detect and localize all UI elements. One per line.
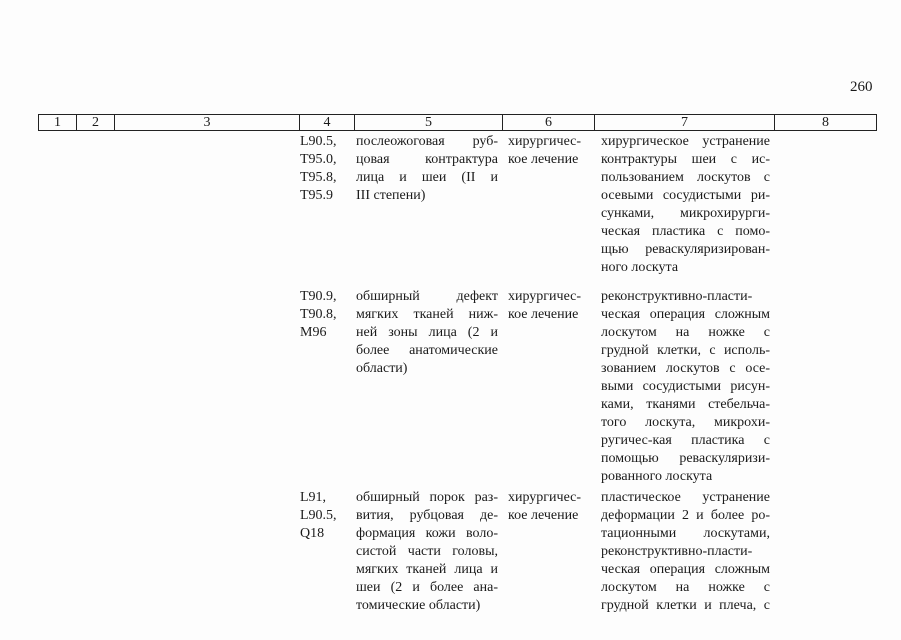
row-2-method-line: ческая операция сложным <box>601 307 770 322</box>
row-2-method-line: ками, тканями стебельча- <box>601 397 770 412</box>
row-1-code: L90.5, <box>300 134 337 149</box>
row-1-method-line: ческая пластика с помо- <box>601 224 770 239</box>
row-2-code: T90.8, <box>300 307 337 322</box>
row-2-method-line: выми сосудистыми рисун- <box>601 379 770 394</box>
row-1-method-line: контрактуры шеи с ис- <box>601 152 770 167</box>
row-3-treatment-line: хирургичес- <box>508 490 582 505</box>
row-1-condition <box>356 133 498 205</box>
row-2-condition-line: более анатомические <box>356 343 498 358</box>
row-3-code: L91, <box>300 490 327 505</box>
row-2-condition-line: области) <box>356 361 408 376</box>
row-2-codes <box>300 288 350 342</box>
row-2-method-line: лоскутом на ножке с <box>601 325 770 340</box>
row-2-method <box>601 288 770 486</box>
row-3-method-line: деформации 2 и более ро- <box>601 508 770 523</box>
row-1-condition-line: III степени) <box>356 188 426 203</box>
column-header-7: 7 <box>595 115 775 131</box>
row-3-condition-line: систой части головы, <box>356 544 498 559</box>
row-2-method-line: рованного лоскута <box>601 469 713 484</box>
column-header-5: 5 <box>355 115 503 131</box>
row-2-treatment-line: кое лечение <box>508 307 579 322</box>
row-1-method-line: сунками, микрохирурги- <box>601 206 770 221</box>
row-2-condition-line: мягких тканей ниж- <box>356 307 498 322</box>
row-1-method-line: осевыми сосудистыми ри- <box>601 188 770 203</box>
row-3-method-line: пластическое устранение <box>601 490 770 505</box>
row-2-treatment <box>508 288 596 324</box>
row-1-treatment <box>508 133 596 169</box>
row-1-method-line: щью реваскуляризирован- <box>601 242 770 257</box>
row-1-codes <box>300 133 350 205</box>
row-3-code: Q18 <box>300 526 325 541</box>
row-3-code: L90.5, <box>300 508 337 523</box>
row-1-method-line: хирургическое устранение <box>601 134 770 149</box>
row-2-method-line: зованием лоскутов с осе- <box>601 361 770 376</box>
row-3-method-line: тационными лоскутами, <box>601 526 770 541</box>
row-3-condition-line: формация кожи воло- <box>356 526 498 541</box>
row-3-condition-line: мягких тканей лица и <box>356 562 498 577</box>
column-header-1: 1 <box>39 115 77 131</box>
row-2-method-line: того лоскута, микрохи- <box>601 415 770 430</box>
row-3-codes <box>300 489 350 543</box>
row-1-condition-line: послеожоговая руб- <box>356 134 498 149</box>
row-1-method <box>601 133 770 277</box>
column-header-4: 4 <box>300 115 355 131</box>
row-2-condition-line: ней зоны лица (2 и <box>356 325 498 340</box>
row-2-condition <box>356 288 498 378</box>
row-3-method-line: ческая операция сложным <box>601 562 770 577</box>
row-1-condition-line: лица и шеи (II и <box>356 170 498 185</box>
row-1-code: T95.9 <box>300 188 334 203</box>
row-3-treatment-line: кое лечение <box>508 508 579 523</box>
row-2-method-line: грудной клетки, с исполь- <box>601 343 770 358</box>
row-2-code: T90.9, <box>300 289 337 304</box>
row-3-condition-line: обширный порок раз- <box>356 490 498 505</box>
row-3-method-line: лоскутом на ножке с <box>601 580 770 595</box>
row-3-condition <box>356 489 498 615</box>
row-1-code: T95.8, <box>300 170 337 185</box>
column-header-6: 6 <box>503 115 595 131</box>
row-1-method-line: пользованием лоскутов с <box>601 170 770 185</box>
row-1-code: T95.0, <box>300 152 337 167</box>
row-1-method-line: ного лоскута <box>601 260 679 275</box>
row-3-method-line: реконструктивно-пласти- <box>601 544 753 559</box>
column-header-2: 2 <box>77 115 115 131</box>
row-2-method-line: реконструктивно-пласти- <box>601 289 753 304</box>
page-number: 260 <box>850 79 873 95</box>
row-2-method-line: ругичес-кая пластика с <box>601 433 770 448</box>
row-3-method-line: грудной клетки и плеча, с <box>601 598 770 613</box>
column-header-8: 8 <box>775 115 877 131</box>
row-3-condition-line: томические области) <box>356 598 481 613</box>
row-1-treatment-line: кое лечение <box>508 152 579 167</box>
row-2-code: M96 <box>300 325 327 340</box>
row-2-condition-line: обширный дефект <box>356 289 498 304</box>
row-3-condition-line: шеи (2 и более ана- <box>356 580 498 595</box>
row-1-treatment-line: хирургичес- <box>508 134 582 149</box>
row-1-condition-line: цовая контрактура <box>356 152 498 167</box>
row-3-method <box>601 489 770 615</box>
row-3-treatment <box>508 489 596 525</box>
row-2-treatment-line: хирургичес- <box>508 289 582 304</box>
column-header-3: 3 <box>115 115 300 131</box>
row-2-method-line: помощью реваскуляризи- <box>601 451 770 466</box>
row-3-condition-line: вития, рубцовая де- <box>356 508 498 523</box>
column-header-row <box>38 114 877 131</box>
